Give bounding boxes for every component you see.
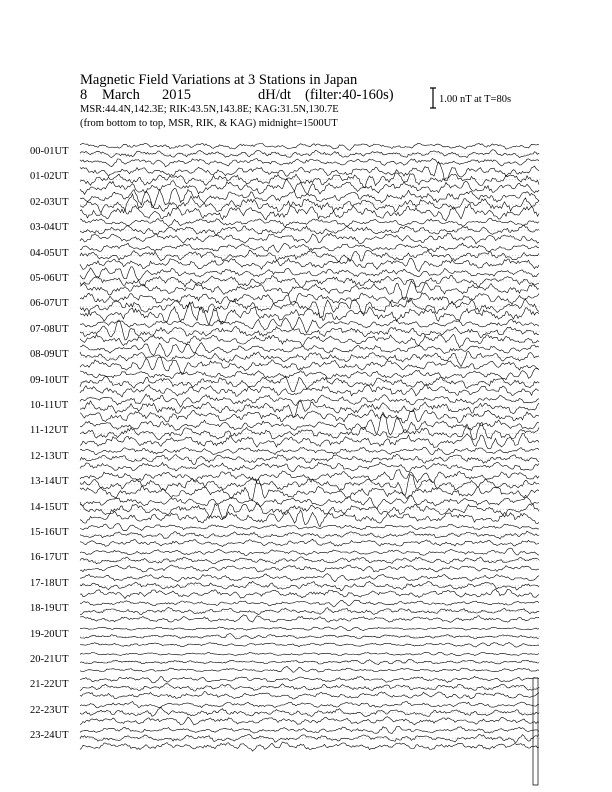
hour-label: 00-01UT bbox=[30, 146, 69, 157]
trace-rik bbox=[80, 707, 539, 716]
date-month: March bbox=[102, 87, 140, 103]
trace-rik bbox=[80, 735, 539, 743]
trace-kag bbox=[80, 218, 539, 226]
trace-msr bbox=[80, 666, 539, 672]
trace-msr bbox=[80, 642, 539, 647]
hour-label: 22-23UT bbox=[30, 704, 69, 716]
hour-label: 23-24UT bbox=[30, 730, 69, 742]
hour-label: 18-19UT bbox=[30, 603, 69, 615]
hour-label: 08-09UT bbox=[30, 349, 69, 361]
order-note: (from bottom to top, MSR, RIK, & KAG) midnight=1500UT bbox=[80, 118, 338, 129]
trace-rik bbox=[80, 320, 539, 340]
trace-rik bbox=[80, 150, 539, 158]
hour-label: 19-20UT bbox=[30, 628, 69, 640]
stations-line: MSR:44.4N,142.3E; RIK:43.5N,143.8E; KAG:31.5N,130.7E bbox=[80, 104, 339, 115]
trace-msr bbox=[80, 692, 539, 700]
trace-msr bbox=[80, 179, 539, 194]
hour-label: 07-08UT bbox=[30, 323, 69, 335]
hour-label: 16-17UT bbox=[30, 552, 69, 564]
trace-kag bbox=[80, 188, 539, 207]
quantity-label: dH/dt bbox=[258, 87, 292, 103]
trace-kag bbox=[80, 368, 539, 379]
trace-rik bbox=[80, 454, 539, 465]
hour-label: 03-04UT bbox=[30, 222, 69, 234]
trace-msr bbox=[80, 539, 539, 546]
chart-title: Magnetic Field Variations at 3 Stations in Japan bbox=[80, 72, 358, 88]
trace-kag bbox=[80, 702, 539, 708]
trace-rik bbox=[80, 298, 539, 318]
hour-label: 10-11UT bbox=[30, 400, 69, 411]
trace-msr bbox=[80, 334, 539, 348]
trace-rik bbox=[80, 633, 539, 639]
trace-msr bbox=[80, 565, 539, 572]
trace-rik bbox=[80, 275, 539, 287]
trace-kag bbox=[80, 548, 539, 555]
hour-label: 14-15UT bbox=[30, 501, 69, 513]
trace-kag bbox=[80, 162, 539, 181]
hour-label: 06-07UT bbox=[30, 298, 69, 310]
trace-kag bbox=[80, 574, 539, 582]
hour-label: 21-22UT bbox=[30, 679, 69, 691]
trace-kag bbox=[80, 524, 539, 531]
trace-msr bbox=[80, 462, 539, 472]
hour-label: 09-10UT bbox=[30, 374, 69, 386]
trace-kag bbox=[80, 727, 539, 734]
hour-label: 20-21UT bbox=[30, 654, 69, 665]
trace-msr bbox=[80, 281, 539, 300]
trace-kag bbox=[80, 470, 539, 483]
hour-label: 17-18UT bbox=[30, 577, 69, 589]
trace-kag bbox=[80, 394, 539, 407]
hour-label: 15-16UT bbox=[30, 527, 69, 538]
trace-msr bbox=[80, 233, 539, 244]
trace-kag bbox=[80, 600, 539, 607]
trace-rik bbox=[80, 502, 539, 518]
date-year: 2015 bbox=[162, 87, 191, 103]
trace-rik bbox=[80, 173, 539, 188]
hour-label: 05-06UT bbox=[30, 273, 69, 284]
trace-rik bbox=[80, 351, 539, 366]
trace-kag bbox=[80, 447, 539, 455]
trace-msr bbox=[80, 410, 539, 423]
hour-label: 11-12UT bbox=[30, 425, 69, 437]
trace-kag bbox=[80, 267, 539, 280]
trace-msr bbox=[80, 158, 539, 167]
filter-label: (filter:40-160s) bbox=[305, 87, 394, 103]
trace-rik bbox=[80, 194, 539, 213]
trace-kag bbox=[80, 676, 539, 682]
trace-msr bbox=[80, 717, 539, 725]
hour-label: 12-13UT bbox=[30, 450, 69, 462]
hour-label: 01-02UT bbox=[30, 171, 69, 183]
trace-kag bbox=[80, 143, 539, 150]
hour-label: 02-03UT bbox=[30, 196, 69, 208]
scale-bar bbox=[430, 88, 436, 108]
trace-kag bbox=[80, 293, 539, 306]
trace-kag bbox=[80, 652, 539, 656]
trace-msr bbox=[80, 434, 539, 449]
scale-label: 1.00 nT at T=80s bbox=[439, 94, 512, 105]
trace-msr bbox=[80, 205, 539, 221]
trace-msr bbox=[80, 742, 539, 751]
hour-label: 13-14UT bbox=[30, 476, 69, 488]
trace-rik bbox=[80, 376, 539, 392]
hour-label: 04-05UT bbox=[30, 247, 69, 259]
trace-msr bbox=[80, 589, 539, 599]
date-day: 8 bbox=[80, 87, 88, 103]
trace-msr bbox=[80, 615, 539, 622]
trace-kag bbox=[80, 627, 539, 631]
trace-msr bbox=[80, 258, 539, 271]
trace-kag bbox=[80, 317, 539, 333]
